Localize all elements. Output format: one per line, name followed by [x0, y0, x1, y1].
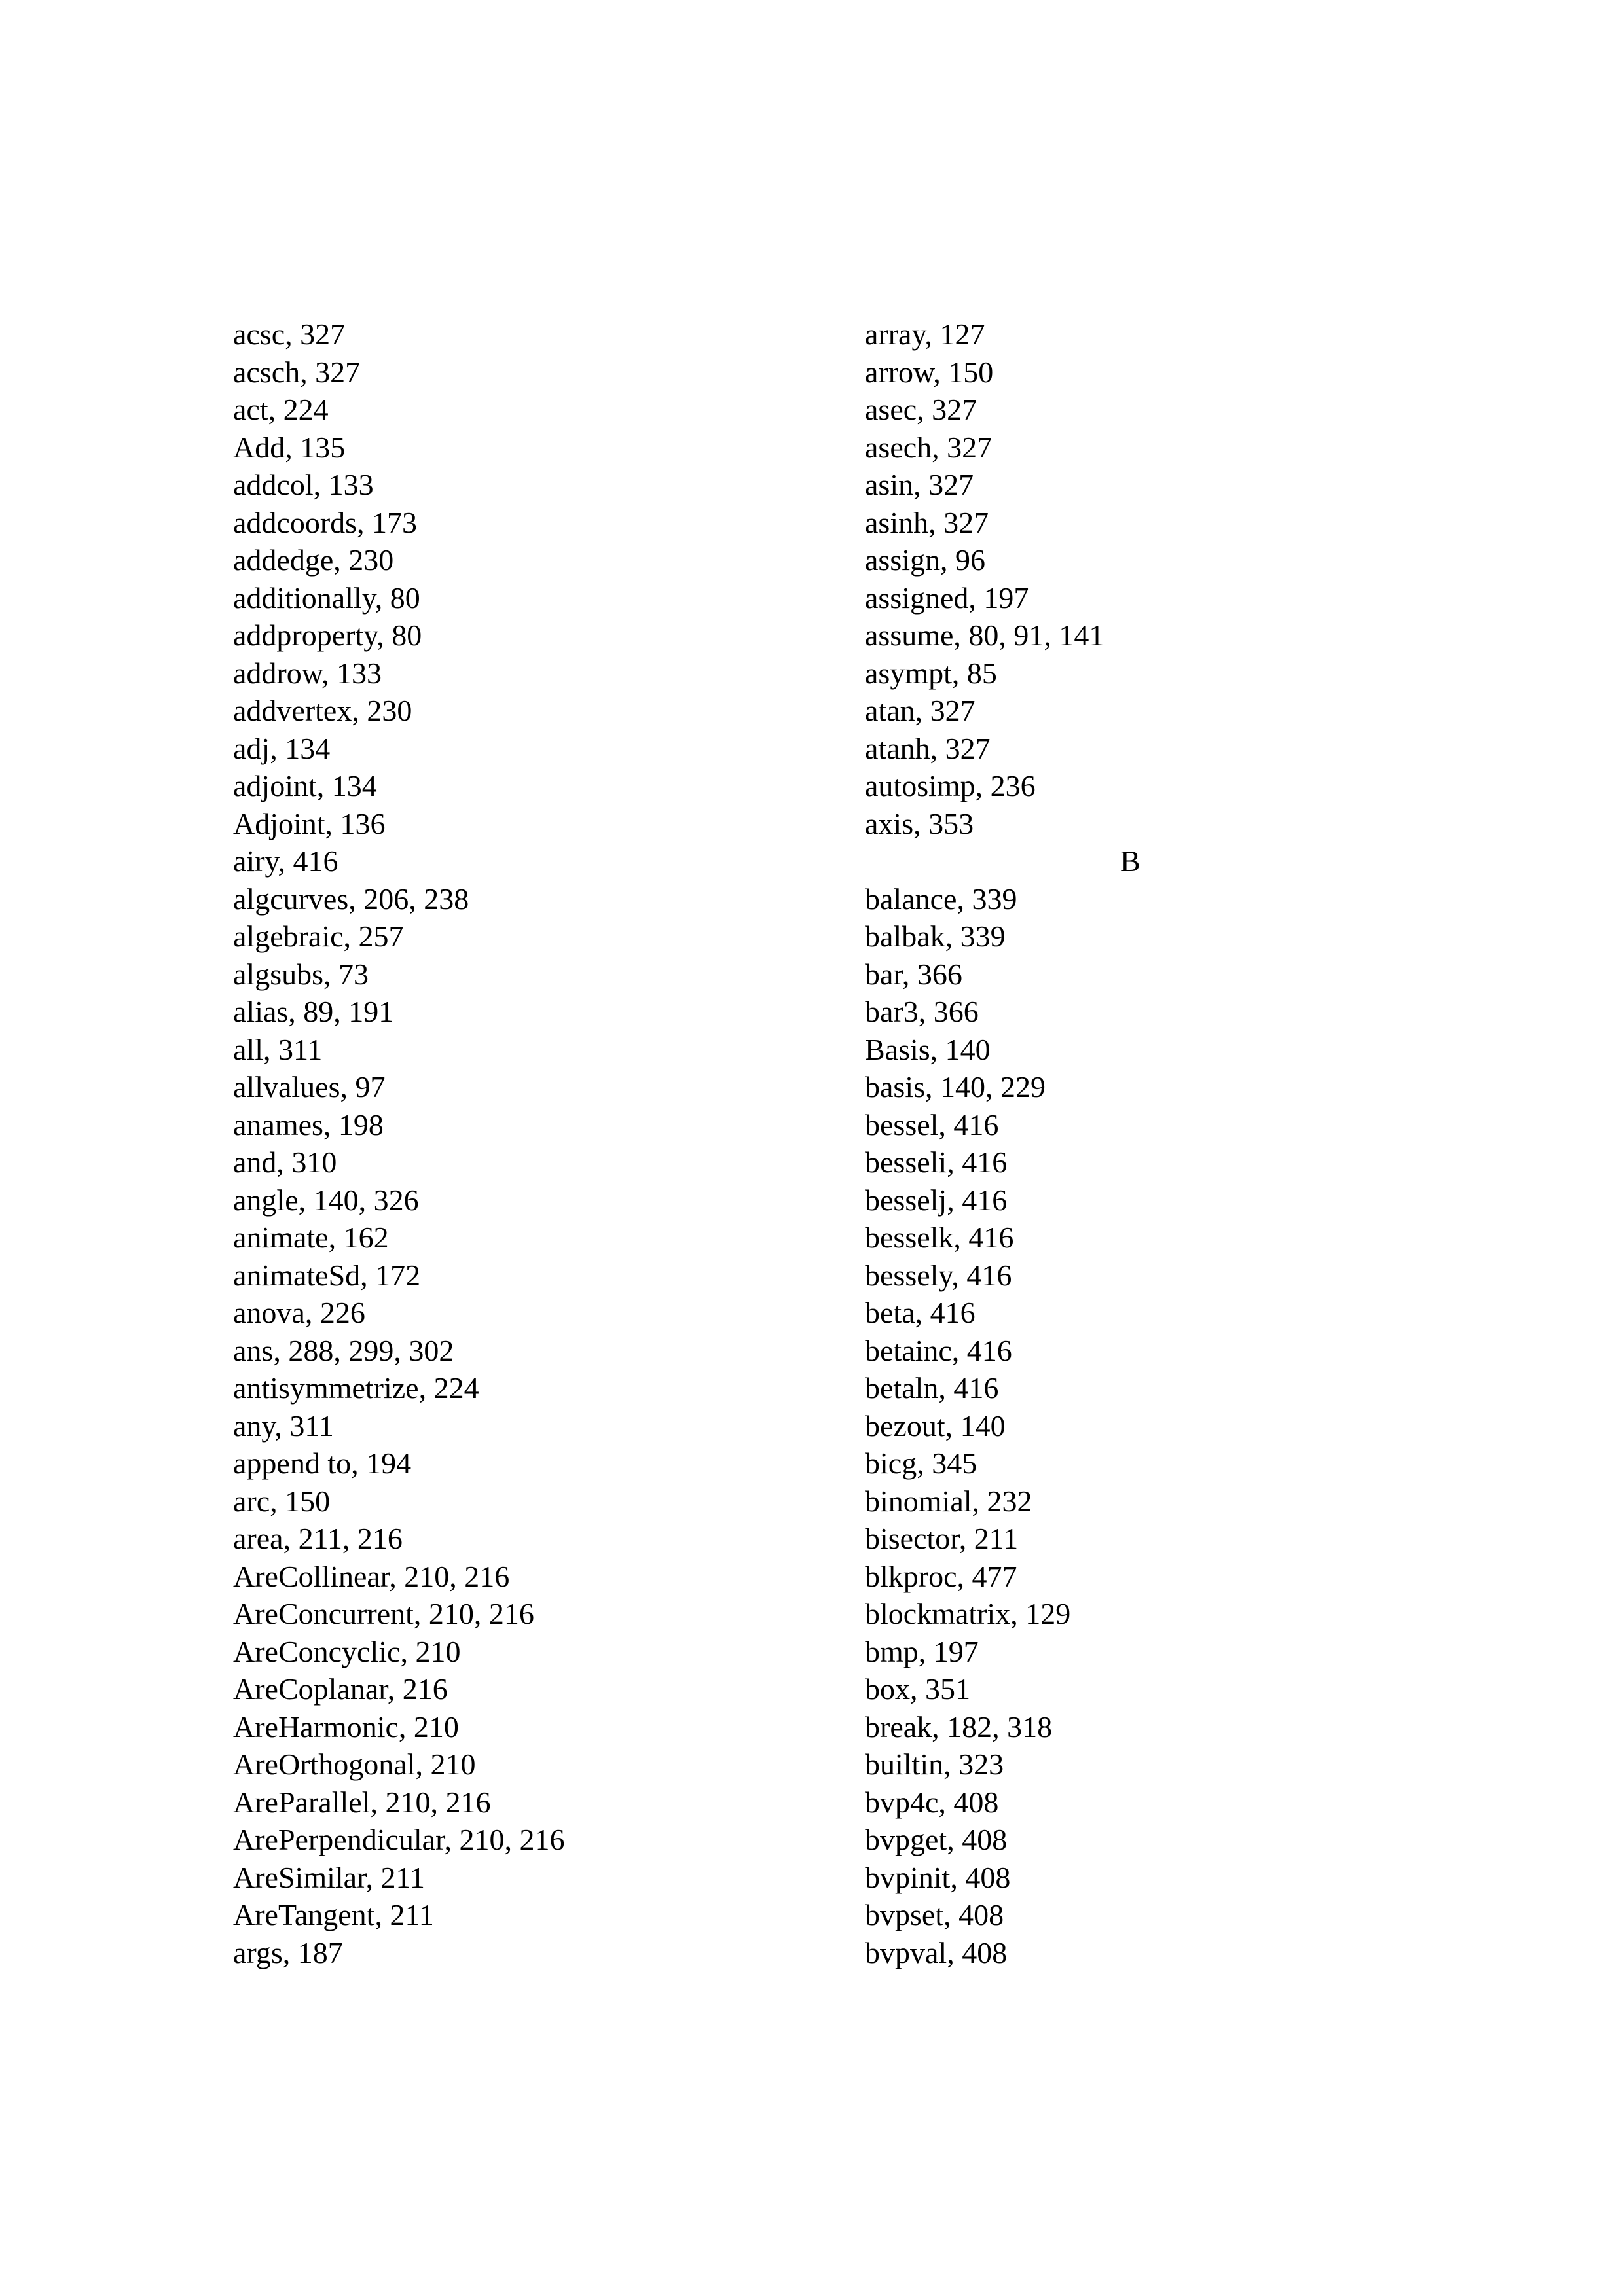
- index-entry: bezout, 140: [865, 1408, 1006, 1443]
- index-entry: blockmatrix, 129: [865, 1597, 1071, 1630]
- index-entry: animate, 162: [233, 1221, 389, 1254]
- index-entry: adj, 134: [233, 731, 331, 765]
- index-entry: AreConcurrent, 210, 216: [233, 1597, 534, 1630]
- index-entry: assign, 96: [865, 543, 985, 577]
- index-entry: AreConcyclic, 210: [233, 1634, 461, 1668]
- index-column-right: [865, 315, 1258, 1971]
- index-entry: bisector, 211: [865, 1522, 1019, 1555]
- index-entry: algsubs, 73: [233, 957, 369, 991]
- index-entry: adjoint, 134: [233, 769, 377, 802]
- index-entry: airy, 416: [233, 844, 338, 878]
- index-entry: builtin, 323: [865, 1748, 1004, 1781]
- index-entry: AreOrthogonal, 210: [233, 1748, 476, 1781]
- index-entry: betainc, 416: [865, 1333, 1012, 1367]
- index-entry: angle, 140, 326: [233, 1183, 419, 1217]
- index-entry: alias, 89, 191: [233, 995, 394, 1028]
- index-entry: axis, 353: [865, 806, 974, 840]
- index-entry: assigned, 197: [865, 581, 1029, 615]
- index-entry: bmp, 197: [865, 1634, 979, 1668]
- index-entry: bvp4c, 408: [865, 1785, 999, 1819]
- index-entry: allvalues, 97: [233, 1070, 386, 1103]
- index-entry: balbak, 339: [865, 920, 1006, 953]
- index-entry: and, 310: [233, 1145, 337, 1179]
- index-entry: blkproc, 477: [865, 1559, 1017, 1593]
- index-entry: besselk, 416: [865, 1221, 1014, 1254]
- index-entry: acsc, 327: [233, 317, 346, 351]
- index-entry: betaln, 416: [865, 1371, 999, 1405]
- index-entry: addproperty, 80: [233, 619, 422, 652]
- index-entry: Basis, 140: [865, 1032, 991, 1066]
- index-entry: asec, 327: [865, 393, 977, 426]
- index-entry: arrow, 150: [865, 355, 994, 389]
- index-entry: addvertex, 230: [233, 694, 412, 727]
- index-entry: besseli, 416: [865, 1145, 1008, 1179]
- index-entry: addedge, 230: [233, 543, 394, 577]
- index-entry: box, 351: [865, 1672, 970, 1706]
- index-entry: bessely, 416: [865, 1258, 1012, 1292]
- index-entry: area, 211, 216: [233, 1522, 403, 1555]
- index-entry: bvpval, 408: [865, 1935, 1008, 1969]
- index-entry: binomial, 232: [865, 1484, 1032, 1518]
- index-entry: asin, 327: [865, 468, 974, 501]
- index-entry: Add, 135: [233, 430, 346, 464]
- index-entry: append to, 194: [233, 1446, 412, 1480]
- index-entry: AreParallel, 210, 216: [233, 1785, 491, 1819]
- index-entry: any, 311: [233, 1408, 334, 1443]
- index-entry: ans, 288, 299, 302: [233, 1333, 454, 1367]
- section-letter-heading: B: [1120, 844, 1140, 878]
- index-entry: AreHarmonic, 210: [233, 1710, 459, 1744]
- index-entry: bicg, 345: [865, 1446, 977, 1480]
- index-entry: AreTangent, 211: [233, 1898, 434, 1931]
- index-entry: anames, 198: [233, 1107, 384, 1141]
- index-entry: assume, 80, 91, 141: [865, 619, 1104, 652]
- index-entry: all, 311: [233, 1032, 323, 1066]
- index-entry: addcol, 133: [233, 468, 374, 501]
- index-entry: act, 224: [233, 393, 329, 426]
- index-entry: ArePerpendicular, 210, 216: [233, 1823, 565, 1856]
- index-entry: AreCoplanar, 216: [233, 1672, 448, 1706]
- index-entry: basis, 140, 229: [865, 1070, 1046, 1103]
- index-entry: autosimp, 236: [865, 769, 1036, 802]
- index-entry: args, 187: [233, 1935, 343, 1969]
- index-entry: balance, 339: [865, 882, 1017, 916]
- index-entry: besselj, 416: [865, 1183, 1008, 1217]
- index-entry: atanh, 327: [865, 731, 991, 765]
- index-entry: bar3, 366: [865, 995, 979, 1028]
- index-column-left: [233, 315, 822, 1971]
- index-entry: asinh, 327: [865, 505, 989, 539]
- index-entry: arc, 150: [233, 1484, 331, 1518]
- index-entry: addcoords, 173: [233, 505, 418, 539]
- index-entry: animateSd, 172: [233, 1258, 421, 1292]
- index-entry: addrow, 133: [233, 656, 382, 690]
- index-entry: AreSimilar, 211: [233, 1860, 425, 1894]
- index-entry: Adjoint, 136: [233, 806, 386, 840]
- index-entry: bvpinit, 408: [865, 1860, 1011, 1894]
- index-entry: algebraic, 257: [233, 920, 404, 953]
- index-entry: beta, 416: [865, 1296, 976, 1329]
- index-entry: bessel, 416: [865, 1107, 999, 1141]
- index-entry: algcurves, 206, 238: [233, 882, 469, 916]
- index-entry: AreCollinear, 210, 216: [233, 1559, 510, 1593]
- index-entry: bar, 366: [865, 957, 962, 991]
- index-entry: anova, 226: [233, 1296, 365, 1329]
- index-entry: antisymmetrize, 224: [233, 1371, 479, 1405]
- index-entry: atan, 327: [865, 694, 976, 727]
- index-entry: bvpget, 408: [865, 1823, 1008, 1856]
- index-entry: array, 127: [865, 317, 985, 351]
- index-entry: asympt, 85: [865, 656, 997, 690]
- index-entry: break, 182, 318: [865, 1710, 1053, 1744]
- index-entry: additionally, 80: [233, 581, 420, 615]
- index-entry: bvpset, 408: [865, 1898, 1004, 1931]
- index-entry: acsch, 327: [233, 355, 361, 389]
- index-entry: asech, 327: [865, 430, 993, 464]
